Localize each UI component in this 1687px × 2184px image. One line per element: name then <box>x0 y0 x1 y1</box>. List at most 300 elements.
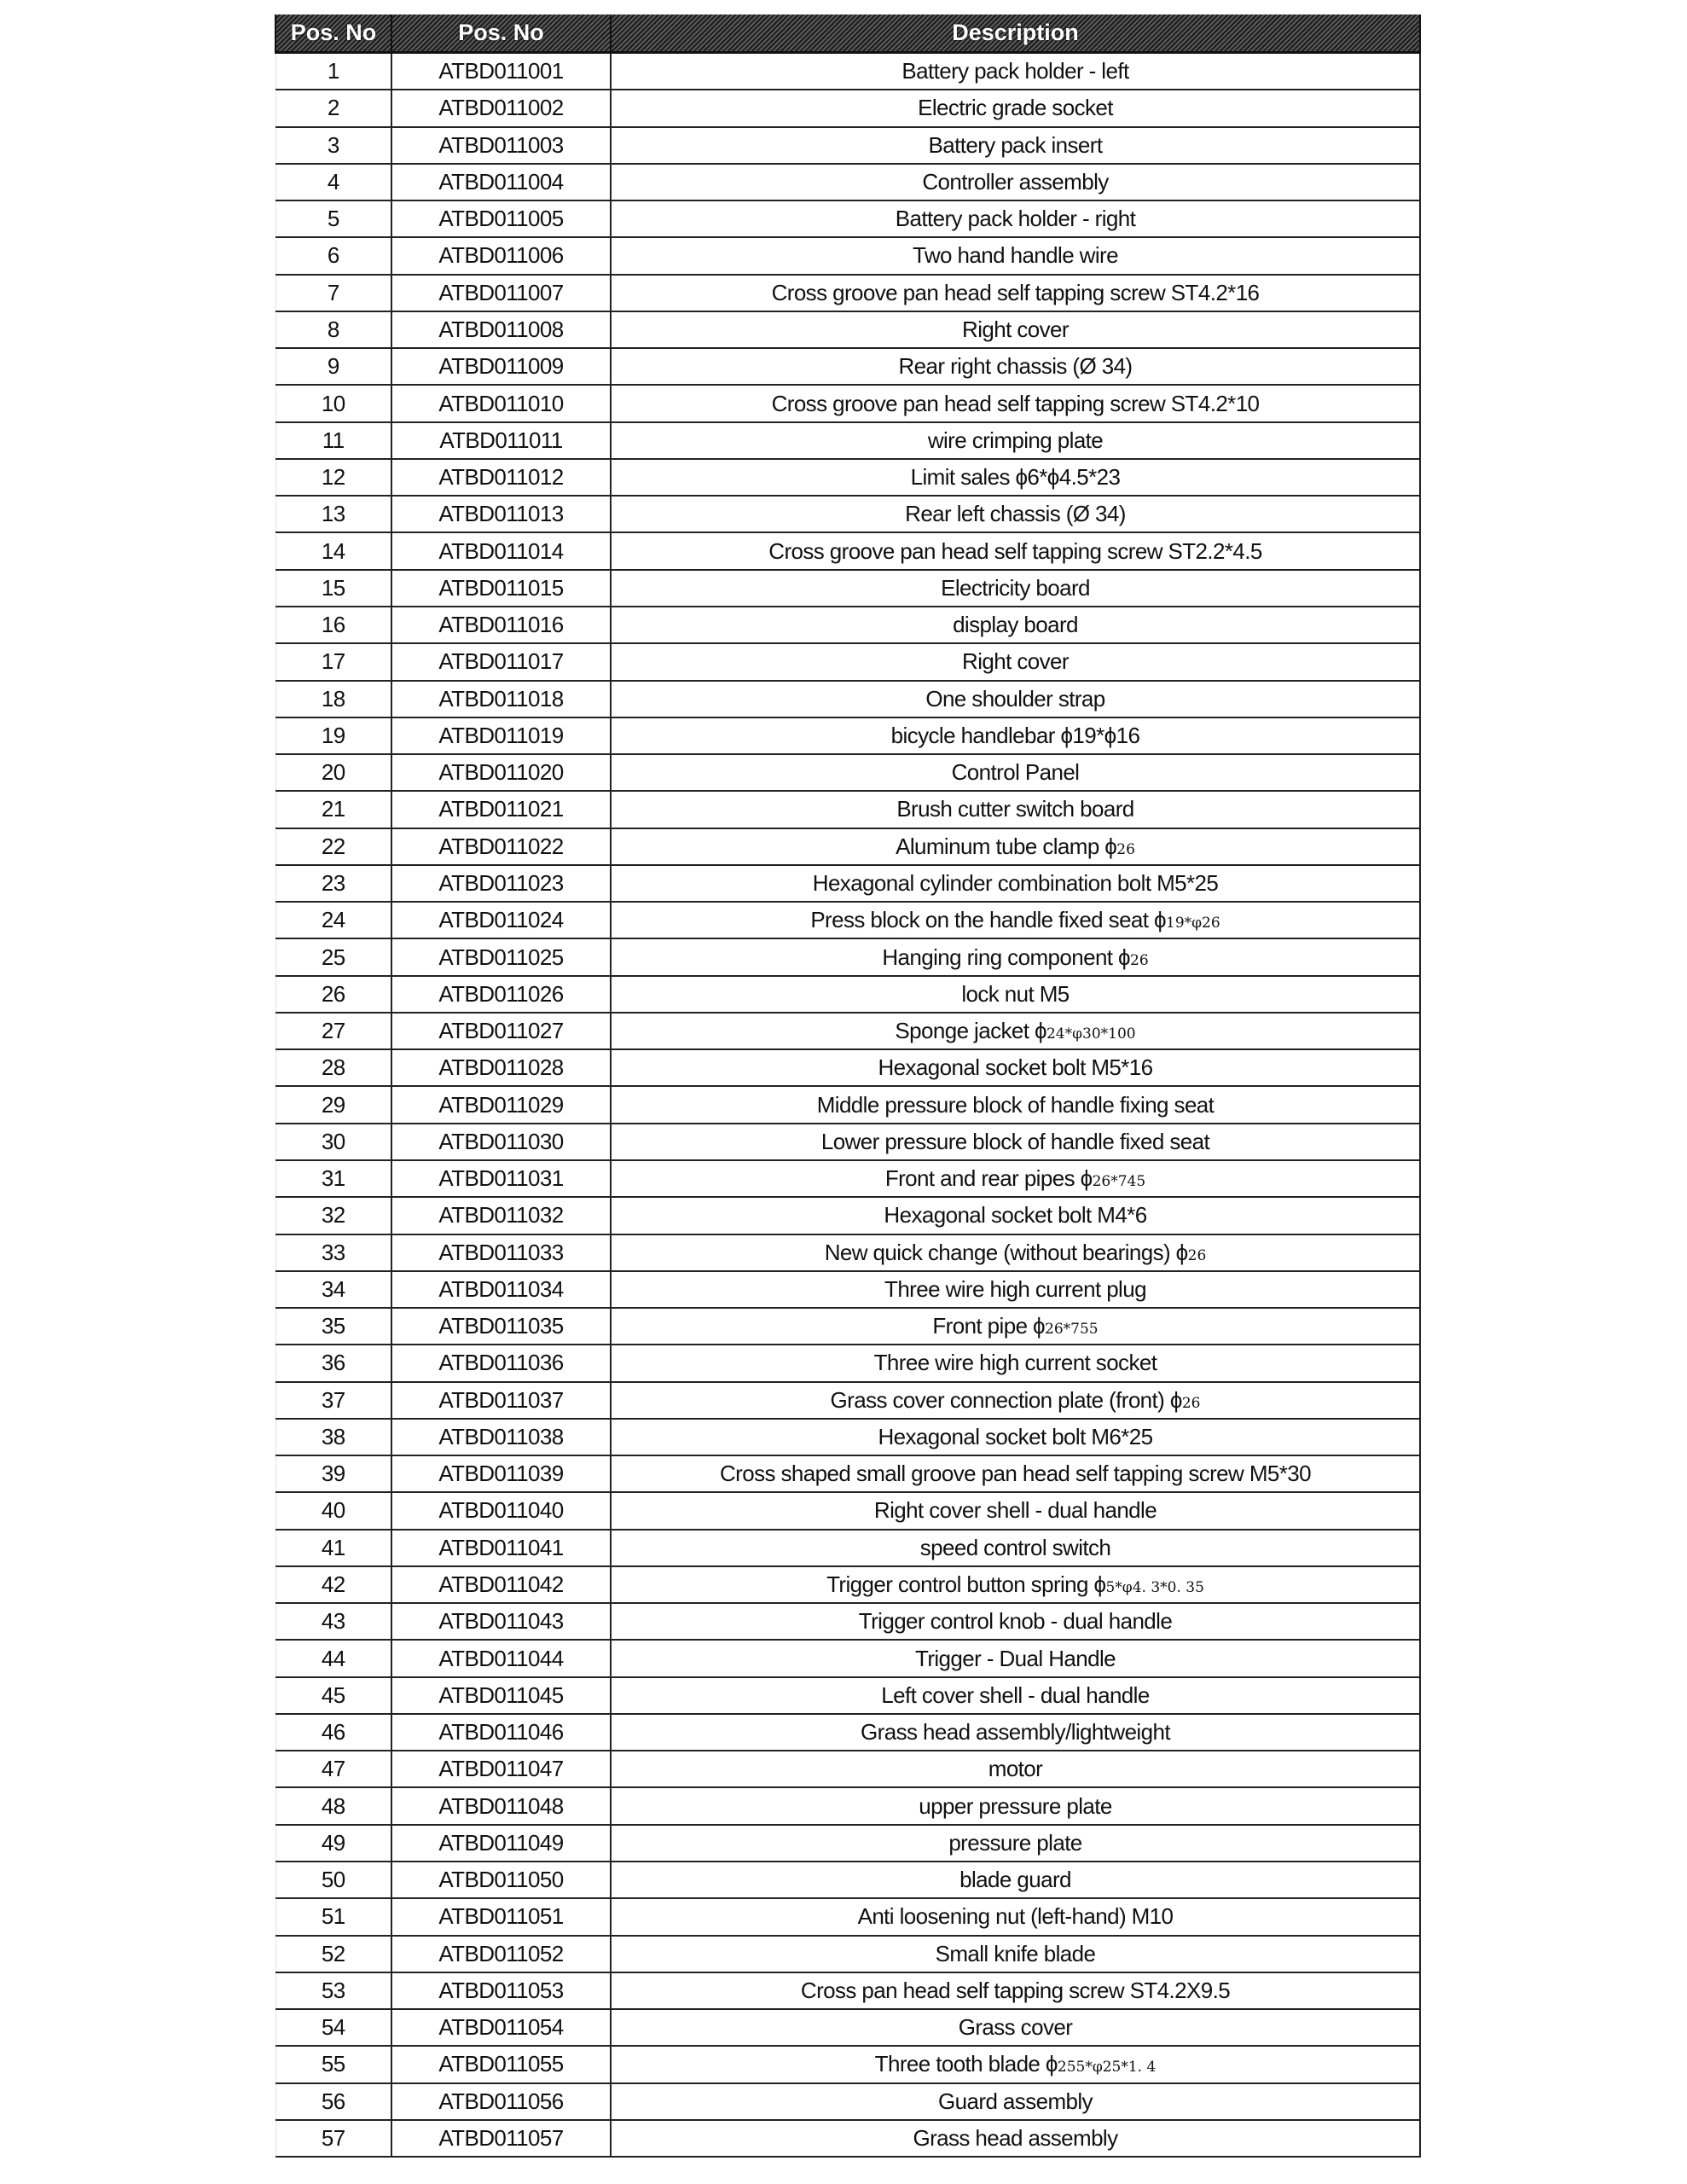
table-row <box>275 311 1420 348</box>
cell-part-code: ATBD011030 <box>391 1124 611 1160</box>
cell-part-code: ATBD011022 <box>391 828 611 865</box>
description-text: bicycle handlebar ϕ19*ϕ16 <box>890 722 1140 748</box>
cell-pos-no: 43 <box>275 1603 391 1640</box>
cell-part-code: ATBD011021 <box>391 791 611 828</box>
table-row <box>275 1603 1420 1640</box>
cell-part-code: ATBD011049 <box>391 1825 611 1862</box>
description-text: Rear right chassis (Ø 34) <box>898 353 1133 380</box>
cell-part-code: ATBD011043 <box>391 1603 611 1640</box>
cell-part-code: ATBD011056 <box>391 2083 611 2120</box>
table-row <box>275 2009 1420 2046</box>
description-text: Left cover shell - dual handle <box>881 1682 1150 1708</box>
description-text: Battery pack insert <box>928 131 1103 158</box>
table-row <box>275 938 1420 975</box>
cell-pos-no: 8 <box>275 311 391 348</box>
cell-part-code: ATBD011037 <box>391 1382 611 1419</box>
cell-part-code: ATBD011045 <box>391 1677 611 1714</box>
cell-description <box>611 643 1420 680</box>
cell-description <box>611 1197 1420 1234</box>
cell-part-code: ATBD011028 <box>391 1049 611 1086</box>
table-row <box>275 754 1420 791</box>
description-text: Controller assembly <box>922 168 1109 195</box>
table-row <box>275 348 1420 385</box>
cell-description <box>611 1862 1420 1898</box>
description-text: Cross groove pan head self tapping screw ST4.2*10 <box>771 390 1260 416</box>
description-text: pressure plate <box>948 1829 1082 1856</box>
cell-part-code: ATBD011006 <box>391 237 611 274</box>
description-text: Three tooth blade ϕ <box>874 2051 1058 2077</box>
cell-description <box>611 2120 1420 2157</box>
cell-pos-no: 38 <box>275 1419 391 1455</box>
cell-part-code: ATBD011038 <box>391 1419 611 1455</box>
description-dimension: 5*φ4. 3*0. 35 <box>1105 1579 1204 1597</box>
cell-description <box>611 348 1420 385</box>
cell-part-code: ATBD011036 <box>391 1345 611 1381</box>
description-text: display board <box>953 612 1078 638</box>
cell-part-code: ATBD011016 <box>391 607 611 643</box>
table-row <box>275 1382 1420 1419</box>
cell-part-code: ATBD011013 <box>391 496 611 532</box>
cell-description <box>611 828 1420 865</box>
table-row <box>275 1677 1420 1714</box>
table-row <box>275 1308 1420 1345</box>
cell-pos-no: 10 <box>275 385 391 421</box>
table-row <box>275 1936 1420 1972</box>
cell-pos-no: 25 <box>275 938 391 975</box>
cell-part-code: ATBD011002 <box>391 90 611 126</box>
cell-part-code: ATBD011047 <box>391 1751 611 1787</box>
cell-pos-no: 16 <box>275 607 391 643</box>
cell-description <box>611 53 1420 90</box>
table-row <box>275 1898 1420 1935</box>
table-header <box>275 15 1420 53</box>
description-text: One shoulder strap <box>925 685 1105 712</box>
header-row <box>275 15 1420 53</box>
cell-pos-no: 48 <box>275 1787 391 1824</box>
table-row <box>275 1271 1420 1308</box>
cell-description <box>611 1013 1420 1049</box>
description-text: Hexagonal socket bolt M6*25 <box>878 1423 1153 1449</box>
cell-pos-no: 2 <box>275 90 391 126</box>
cell-pos-no: 40 <box>275 1492 391 1529</box>
table-row <box>275 717 1420 754</box>
cell-pos-no: 55 <box>275 2046 391 2082</box>
description-text: Sponge jacket ϕ <box>895 1018 1046 1044</box>
cell-description <box>611 2083 1420 2120</box>
table-row <box>275 828 1420 865</box>
description-text: Trigger - Dual Handle <box>915 1645 1116 1671</box>
cell-part-code: ATBD011011 <box>391 422 611 459</box>
table-row <box>275 1086 1420 1123</box>
description-text: Cross groove pan head self tapping screw ST4.2*16 <box>771 279 1260 305</box>
table-row <box>275 1566 1420 1603</box>
cell-part-code: ATBD011014 <box>391 532 611 569</box>
cell-part-code: ATBD011023 <box>391 865 611 902</box>
table-row <box>275 237 1420 274</box>
cell-pos-no: 27 <box>275 1013 391 1049</box>
cell-part-code: ATBD011020 <box>391 754 611 791</box>
cell-description <box>611 1455 1420 1492</box>
table-row <box>275 1751 1420 1787</box>
description-dimension: 26 <box>1116 840 1135 858</box>
description-text: Anti loosening nut (left-hand) M10 <box>857 1903 1174 1930</box>
description-text: Grass head assembly <box>913 2125 1118 2151</box>
cell-part-code: ATBD011009 <box>391 348 611 385</box>
cell-pos-no: 13 <box>275 496 391 532</box>
cell-part-code: ATBD011050 <box>391 1862 611 1898</box>
table-row <box>275 1972 1420 2009</box>
table-row <box>275 607 1420 643</box>
description-text: Lower pressure block of handle fixed seat <box>820 1128 1210 1154</box>
cell-pos-no: 22 <box>275 828 391 865</box>
cell-description <box>611 570 1420 607</box>
table-row <box>275 1787 1420 1824</box>
cell-pos-no: 29 <box>275 1086 391 1123</box>
cell-part-code: ATBD011042 <box>391 1566 611 1603</box>
description-text: Battery pack holder - left <box>901 58 1129 84</box>
cell-description <box>611 1640 1420 1676</box>
table-row <box>275 1049 1420 1086</box>
cell-part-code: ATBD011044 <box>391 1640 611 1676</box>
cell-part-code: ATBD011019 <box>391 717 611 754</box>
cell-description <box>611 1677 1420 1714</box>
table-row <box>275 275 1420 311</box>
table-row <box>275 2046 1420 2082</box>
cell-pos-no: 18 <box>275 681 391 717</box>
description-text: Hexagonal cylinder combination bolt M5*25 <box>812 869 1219 896</box>
description-text: Three wire high current socket <box>873 1350 1157 1376</box>
cell-pos-no: 21 <box>275 791 391 828</box>
cell-part-code: ATBD011052 <box>391 1936 611 1972</box>
table-row <box>275 2120 1420 2157</box>
cell-description <box>611 1124 1420 1160</box>
cell-part-code: ATBD011055 <box>391 2046 611 2082</box>
cell-description <box>611 1825 1420 1862</box>
cell-pos-no: 12 <box>275 459 391 496</box>
header-pos-no: Pos. No <box>275 15 391 53</box>
cell-pos-no: 44 <box>275 1640 391 1676</box>
cell-description <box>611 865 1420 902</box>
table-row <box>275 1234 1420 1271</box>
cell-part-code: ATBD011053 <box>391 1972 611 2009</box>
cell-description <box>611 1234 1420 1271</box>
description-dimension: 24*φ30*100 <box>1046 1025 1136 1043</box>
description-text: Hexagonal socket bolt M4*6 <box>884 1202 1147 1228</box>
table-row <box>275 681 1420 717</box>
description-text: New quick change (without bearings) ϕ <box>824 1239 1188 1265</box>
cell-description <box>611 1419 1420 1455</box>
cell-part-code: ATBD011008 <box>391 311 611 348</box>
cell-pos-no: 4 <box>275 164 391 200</box>
cell-pos-no: 41 <box>275 1530 391 1566</box>
table-row <box>275 53 1420 90</box>
cell-part-code: ATBD011025 <box>391 938 611 975</box>
table-row <box>275 1862 1420 1898</box>
cell-pos-no: 9 <box>275 348 391 385</box>
description-text: wire crimping plate <box>927 427 1104 453</box>
cell-part-code: ATBD011017 <box>391 643 611 680</box>
table-row <box>275 643 1420 680</box>
cell-part-code: ATBD011040 <box>391 1492 611 1529</box>
cell-pos-no: 46 <box>275 1714 391 1751</box>
description-text: Limit sales ϕ6*ϕ4.5*23 <box>910 464 1121 491</box>
cell-description <box>611 681 1420 717</box>
description-text: Trigger control button spring ϕ <box>826 1571 1106 1598</box>
cell-description <box>611 754 1420 791</box>
cell-description <box>611 2009 1420 2046</box>
table-row <box>275 1197 1420 1234</box>
table-row <box>275 1492 1420 1529</box>
description-text: Right cover <box>962 316 1069 342</box>
cell-pos-no: 35 <box>275 1308 391 1345</box>
cell-description <box>611 1086 1420 1123</box>
cell-pos-no: 24 <box>275 902 391 938</box>
cell-part-code: ATBD011007 <box>391 275 611 311</box>
description-text: Hexagonal socket bolt M5*16 <box>878 1054 1153 1081</box>
cell-pos-no: 37 <box>275 1382 391 1419</box>
description-dimension: 26 <box>1187 1246 1207 1264</box>
cell-part-code: ATBD011039 <box>391 1455 611 1492</box>
table-row <box>275 496 1420 532</box>
table-row <box>275 90 1420 126</box>
description-text: Electricity board <box>941 574 1090 601</box>
cell-description <box>611 459 1420 496</box>
cell-pos-no: 33 <box>275 1234 391 1271</box>
description-text: upper pressure plate <box>919 1792 1112 1819</box>
cell-description <box>611 2046 1420 2082</box>
cell-description <box>611 1530 1420 1566</box>
description-text: Two hand handle wire <box>913 242 1118 269</box>
cell-part-code: ATBD011012 <box>391 459 611 496</box>
table-row <box>275 385 1420 421</box>
description-text: Electric grade socket <box>918 95 1113 121</box>
cell-description <box>611 1566 1420 1603</box>
description-text: Cross shaped small groove pan head self tapping screw M5*30 <box>719 1461 1311 1487</box>
cell-description <box>611 237 1420 274</box>
cell-pos-no: 50 <box>275 1862 391 1898</box>
description-text: Hanging ring component ϕ <box>882 944 1131 970</box>
table-row <box>275 902 1420 938</box>
cell-part-code: ATBD011033 <box>391 1234 611 1271</box>
cell-description <box>611 1345 1420 1381</box>
table-row <box>275 976 1420 1013</box>
description-text: Control Panel <box>951 759 1080 786</box>
cell-pos-no: 49 <box>275 1825 391 1862</box>
cell-part-code: ATBD011041 <box>391 1530 611 1566</box>
cell-part-code: ATBD011001 <box>391 53 611 90</box>
cell-pos-no: 15 <box>275 570 391 607</box>
table-row <box>275 200 1420 237</box>
cell-part-code: ATBD011003 <box>391 127 611 164</box>
description-text: Aluminum tube clamp ϕ <box>896 833 1117 859</box>
description-text: speed control switch <box>919 1534 1111 1560</box>
table-row <box>275 422 1420 459</box>
cell-description <box>611 311 1420 348</box>
cell-pos-no: 7 <box>275 275 391 311</box>
cell-description <box>611 1160 1420 1197</box>
description-dimension: 26*745 <box>1092 1173 1146 1191</box>
cell-part-code: ATBD011027 <box>391 1013 611 1049</box>
table-row <box>275 127 1420 164</box>
cell-description <box>611 1492 1420 1529</box>
cell-part-code: ATBD011048 <box>391 1787 611 1824</box>
table-row <box>275 1419 1420 1455</box>
description-text: Middle pressure block of handle fixing seat <box>816 1091 1215 1118</box>
cell-description <box>611 1714 1420 1751</box>
cell-pos-no: 19 <box>275 717 391 754</box>
cell-description <box>611 1049 1420 1086</box>
table-row <box>275 1013 1420 1049</box>
cell-part-code: ATBD011029 <box>391 1086 611 1123</box>
cell-pos-no: 32 <box>275 1197 391 1234</box>
description-text: Press block on the handle fixed seat ϕ <box>810 907 1166 933</box>
cell-pos-no: 31 <box>275 1160 391 1197</box>
cell-pos-no: 54 <box>275 2009 391 2046</box>
description-text: motor <box>988 1756 1043 1782</box>
cell-description <box>611 164 1420 200</box>
table-row <box>275 865 1420 902</box>
table-row <box>275 1530 1420 1566</box>
description-dimension: 19*φ26 <box>1166 915 1220 932</box>
cell-description <box>611 532 1420 569</box>
cell-pos-no: 45 <box>275 1677 391 1714</box>
cell-part-code: ATBD011004 <box>391 164 611 200</box>
table-row <box>275 1714 1420 1751</box>
header-part-code: Pos. No <box>391 15 611 53</box>
cell-pos-no: 34 <box>275 1271 391 1308</box>
cell-description <box>611 200 1420 237</box>
description-text: Grass cover connection plate (front) ϕ <box>830 1386 1182 1413</box>
cell-description <box>611 1308 1420 1345</box>
cell-part-code: ATBD011026 <box>391 976 611 1013</box>
table-row <box>275 1455 1420 1492</box>
parts-table <box>275 15 1421 2158</box>
cell-part-code: ATBD011024 <box>391 902 611 938</box>
cell-description <box>611 938 1420 975</box>
table-row <box>275 1345 1420 1381</box>
table-row <box>275 1640 1420 1676</box>
cell-pos-no: 23 <box>275 865 391 902</box>
cell-description <box>611 1936 1420 1972</box>
description-text: Rear left chassis (Ø 34) <box>905 501 1126 527</box>
cell-description <box>611 902 1420 938</box>
description-text: Three wire high current plug <box>884 1275 1146 1302</box>
cell-description <box>611 1898 1420 1935</box>
cell-part-code: ATBD011051 <box>391 1898 611 1935</box>
cell-pos-no: 1 <box>275 53 391 90</box>
cell-description <box>611 385 1420 421</box>
description-text: blade guard <box>959 1867 1071 1893</box>
cell-description <box>611 1271 1420 1308</box>
table-body <box>275 53 1420 2158</box>
description-text: Trigger control knob - dual handle <box>858 1608 1173 1635</box>
description-text: Cross pan head self tapping screw ST4.2X9.5 <box>800 1977 1231 2003</box>
cell-description <box>611 1603 1420 1640</box>
cell-part-code: ATBD011057 <box>391 2120 611 2157</box>
cell-description <box>611 717 1420 754</box>
description-dimension: 26*755 <box>1045 1321 1099 1339</box>
cell-part-code: ATBD011034 <box>391 1271 611 1308</box>
cell-part-code: ATBD011046 <box>391 1714 611 1751</box>
cell-pos-no: 57 <box>275 2120 391 2157</box>
description-text: Guard assembly <box>938 2088 1093 2114</box>
cell-part-code: ATBD011018 <box>391 681 611 717</box>
cell-part-code: ATBD011005 <box>391 200 611 237</box>
table-row <box>275 1160 1420 1197</box>
description-dimension: 26 <box>1181 1394 1201 1412</box>
description-text: Cross groove pan head self tapping screw ST2.2*4.5 <box>768 537 1262 564</box>
cell-description <box>611 496 1420 532</box>
table-row <box>275 570 1420 607</box>
description-dimension: 26 <box>1130 951 1149 969</box>
cell-pos-no: 53 <box>275 1972 391 2009</box>
cell-part-code: ATBD011015 <box>391 570 611 607</box>
cell-description <box>611 1751 1420 1787</box>
description-dimension: 255*φ25*1. 4 <box>1057 2059 1157 2077</box>
cell-part-code: ATBD011010 <box>391 385 611 421</box>
cell-part-code: ATBD011032 <box>391 1197 611 1234</box>
cell-pos-no: 17 <box>275 643 391 680</box>
cell-pos-no: 56 <box>275 2083 391 2120</box>
description-text: lock nut M5 <box>961 980 1070 1007</box>
table-row <box>275 1825 1420 1862</box>
cell-pos-no: 20 <box>275 754 391 791</box>
description-text: Front pipe ϕ <box>932 1313 1046 1339</box>
header-description: Description <box>611 15 1420 53</box>
cell-pos-no: 52 <box>275 1936 391 1972</box>
description-text: Battery pack holder - right <box>895 206 1136 232</box>
description-text: Right cover shell - dual handle <box>873 1497 1157 1524</box>
cell-part-code: ATBD011054 <box>391 2009 611 2046</box>
description-text: Grass head assembly/lightweight <box>861 1719 1170 1745</box>
cell-description <box>611 1382 1420 1419</box>
cell-pos-no: 3 <box>275 127 391 164</box>
cell-pos-no: 47 <box>275 1751 391 1787</box>
table-row <box>275 459 1420 496</box>
cell-description <box>611 976 1420 1013</box>
cell-pos-no: 28 <box>275 1049 391 1086</box>
cell-description <box>611 1787 1420 1824</box>
description-text: Grass cover <box>958 2014 1073 2041</box>
cell-part-code: ATBD011031 <box>391 1160 611 1197</box>
table-row <box>275 2083 1420 2120</box>
cell-description <box>611 422 1420 459</box>
cell-description <box>611 127 1420 164</box>
cell-pos-no: 5 <box>275 200 391 237</box>
cell-description <box>611 791 1420 828</box>
cell-pos-no: 26 <box>275 976 391 1013</box>
cell-description <box>611 1972 1420 2009</box>
cell-pos-no: 39 <box>275 1455 391 1492</box>
cell-pos-no: 30 <box>275 1124 391 1160</box>
table-row <box>275 791 1420 828</box>
cell-pos-no: 6 <box>275 237 391 274</box>
cell-description <box>611 275 1420 311</box>
cell-pos-no: 11 <box>275 422 391 459</box>
table-row <box>275 1124 1420 1160</box>
description-text: Small knife blade <box>935 1940 1096 1966</box>
cell-pos-no: 42 <box>275 1566 391 1603</box>
description-text: Front and rear pipes ϕ <box>884 1165 1093 1192</box>
cell-description <box>611 607 1420 643</box>
cell-pos-no: 36 <box>275 1345 391 1381</box>
cell-part-code: ATBD011035 <box>391 1308 611 1345</box>
table-row <box>275 532 1420 569</box>
cell-pos-no: 14 <box>275 532 391 569</box>
description-text: Right cover <box>962 648 1069 675</box>
description-text: Brush cutter switch board <box>896 796 1134 822</box>
cell-description <box>611 90 1420 126</box>
